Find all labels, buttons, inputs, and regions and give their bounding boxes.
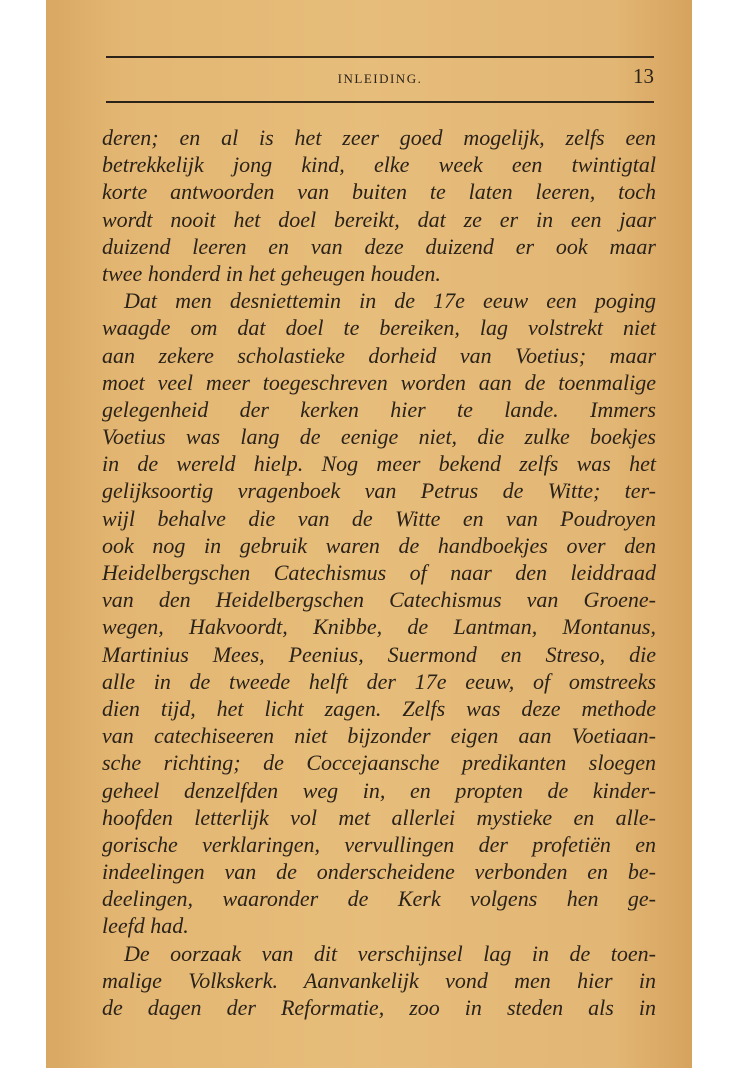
text-line: hoofden letterlijk vol met allerlei mystieke en alle- bbox=[102, 804, 656, 830]
text-line: aan zekere scholastieke dorheid van Voetius; maar bbox=[102, 342, 656, 368]
text-line: Heidelbergschen Catechismus of naar den leiddraad bbox=[102, 560, 656, 585]
text-line: wijl behalve die van de Witte en van Poudroyen bbox=[102, 505, 656, 531]
text-line: moet veel meer toegeschreven worden aan de toenmalige bbox=[102, 369, 656, 395]
text-line: indeelingen van de onderscheidene verbonden en be- bbox=[102, 859, 656, 885]
text-line: korte antwoorden van buiten te laten leeren, toch bbox=[102, 179, 656, 205]
text-line: duizend leeren en van deze duizend er ook maar bbox=[102, 233, 656, 259]
text-line: wegen, Hakvoordt, Knibbe, de Lantman, Montanus, bbox=[102, 614, 656, 640]
body-text bbox=[102, 124, 656, 1021]
text-line: van den Heidelbergschen Catechismus van Groene- bbox=[102, 587, 656, 613]
book-page bbox=[46, 0, 692, 1068]
text-line: wordt nooit het doel bereikt, dat ze er in een jaar bbox=[102, 206, 656, 232]
text-line: betrekkelijk jong kind, elke week een twintigtal bbox=[102, 152, 656, 178]
text-line: ook nog in gebruik waren de handboekjes over den bbox=[102, 532, 656, 558]
running-head bbox=[106, 64, 654, 94]
text-line: dien tijd, het licht zagen. Zelfs was deze methode bbox=[102, 695, 656, 721]
text-line: in de wereld hielp. Nog meer bekend zelfs was het bbox=[102, 451, 656, 477]
text-line: gelijksoortig vragenboek van Petrus de Witte; ter- bbox=[102, 478, 656, 504]
text-line: Dat men desniettemin in de 17e eeuw een poging bbox=[124, 288, 656, 314]
text-line: leefd had. bbox=[102, 913, 189, 939]
text-line: geheel denzelfden weg in, en propten de kinder- bbox=[102, 777, 656, 803]
text-line: Voetius was lang de eenige niet, die zulke boekjes bbox=[102, 424, 656, 450]
page-number: 13 bbox=[633, 64, 654, 88]
running-title: INLEIDING. bbox=[337, 71, 423, 86]
text-line: deelingen, waaronder de Kerk volgens hen ge- bbox=[102, 886, 656, 912]
text-line: malige Volkskerk. Aanvankelijk vond men hier in bbox=[102, 967, 656, 993]
text-line: van catechiseeren niet bijzonder eigen aan Voetiaan- bbox=[102, 723, 656, 749]
text-line: de dagen der Reformatie, zoo in steden als in bbox=[102, 995, 656, 1020]
text-line: deren; en al is het zeer goed mogelijk, zelfs een bbox=[102, 125, 656, 150]
header-rule-bottom bbox=[106, 101, 654, 103]
text-line: De oorzaak van dit verschijnsel lag in de toen- bbox=[124, 940, 656, 966]
text-line: Martinius Mees, Peenius, Suermond en Streso, die bbox=[102, 641, 656, 667]
text-line: gorische verklaringen, vervullingen der profetiën en bbox=[102, 831, 656, 857]
text-line: sche richting; de Coccejaansche predikanten sloegen bbox=[102, 750, 656, 776]
text-line: gelegenheid der kerken hier te lande. Immers bbox=[102, 396, 656, 422]
header-rule-top bbox=[106, 56, 654, 58]
text-line: twee honderd in het geheugen houden. bbox=[102, 260, 441, 286]
text-line: waagde om dat doel te bereiken, lag volstrekt niet bbox=[102, 315, 656, 341]
text-line: alle in de tweede helft der 17e eeuw, of omstreeks bbox=[102, 668, 656, 694]
